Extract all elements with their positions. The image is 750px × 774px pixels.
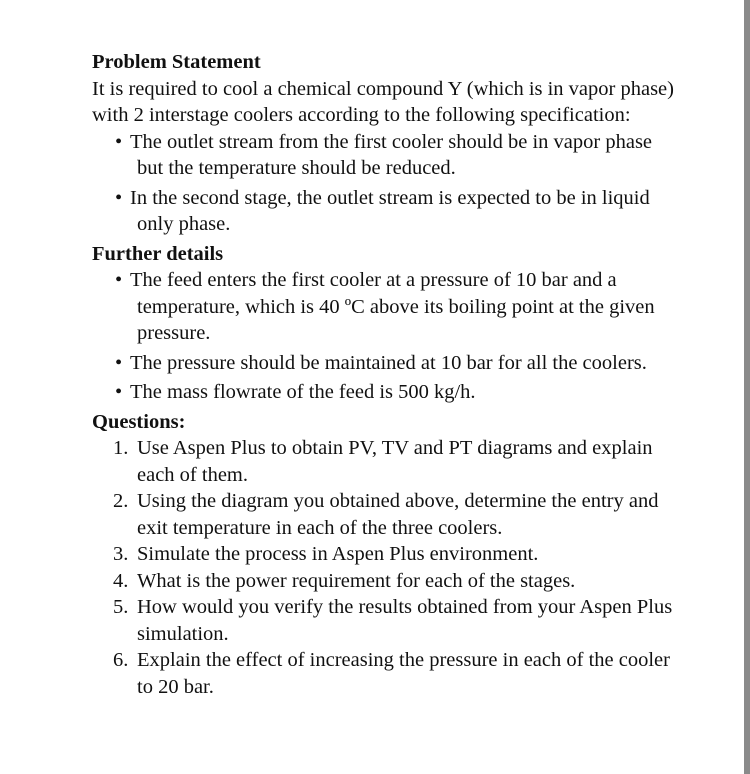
- bullet-text: The mass flowrate of the feed is 500 kg/h.: [130, 381, 476, 403]
- document-body: [92, 49, 677, 700]
- bullet-text: The feed enters the first cooler at a pressure of 10 bar and a temperature, which is 40 ºC above its boiling point at the given pressure.: [130, 269, 655, 344]
- question-text: Using the diagram you obtained above, determine the entry and exit temperature in each of the three coolers.: [137, 490, 659, 539]
- details-bullet-list: [92, 267, 677, 406]
- question-text: What is the power requirement for each of the stages.: [137, 569, 576, 592]
- question-text: Explain the effect of increasing the pressure in each of the cooler to 20 bar.: [137, 649, 670, 698]
- question-item: [92, 541, 677, 568]
- list-item: [92, 267, 677, 347]
- question-number: 4.: [113, 569, 129, 592]
- question-number: 6.: [113, 649, 129, 671]
- bullet-text: The outlet stream from the first cooler should be in vapor phase but the temperature should be reduced.: [130, 130, 653, 179]
- question-item: [92, 594, 677, 647]
- question-item: [92, 647, 677, 700]
- question-text: Simulate the process in Aspen Plus environment.: [137, 543, 539, 565]
- bullet-text: The pressure should be maintained at 10 bar for all the coolers.: [130, 351, 647, 374]
- list-item: [92, 379, 677, 406]
- bullet-icon: •: [115, 130, 123, 153]
- question-item: [92, 435, 677, 488]
- question-number: 1.: [113, 437, 129, 459]
- question-number: 2.: [113, 490, 129, 512]
- bullet-icon: •: [115, 381, 123, 403]
- bullet-icon: •: [115, 269, 123, 291]
- question-number: 5.: [113, 596, 129, 618]
- bullet-icon: •: [115, 351, 123, 374]
- bullet-icon: •: [115, 186, 123, 209]
- question-text: Use Aspen Plus to obtain PV, TV and PT diagrams and explain each of them.: [137, 437, 653, 486]
- list-item: [92, 350, 677, 377]
- problem-statement-heading: Problem Statement: [92, 51, 261, 73]
- questions-heading: Questions:: [92, 410, 186, 433]
- question-item: [92, 568, 677, 595]
- questions-list: [92, 435, 677, 700]
- scrollbar-edge: [744, 0, 750, 774]
- problem-intro: It is required to cool a chemical compound Y (which is in vapor phase) with 2 interstage coolers according to the following specification:: [92, 77, 674, 126]
- question-item: [92, 488, 677, 541]
- list-item: [92, 129, 677, 182]
- question-number: 3.: [113, 543, 129, 565]
- problem-bullet-list: [92, 129, 677, 238]
- list-item: [92, 185, 677, 238]
- further-details-heading: Further details: [92, 242, 224, 265]
- bullet-text: In the second stage, the outlet stream is expected to be in liquid only phase.: [130, 186, 650, 235]
- question-text: How would you verify the results obtained from your Aspen Plus simulation.: [137, 596, 673, 645]
